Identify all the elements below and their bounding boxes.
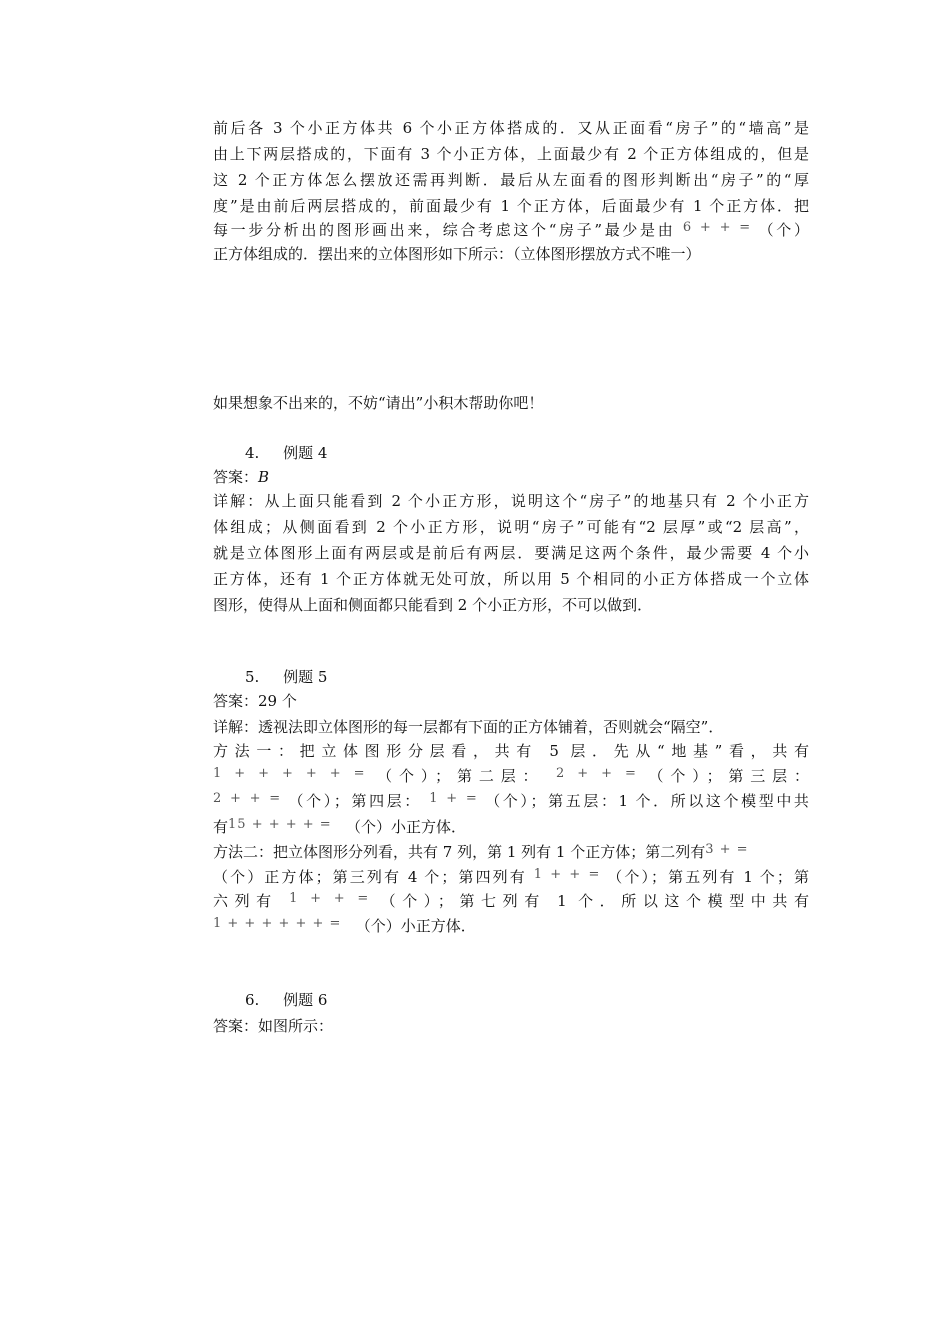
example-5-line-4 — [213, 791, 809, 813]
example-6-answer: 答案：如图所示： — [213, 1017, 334, 1035]
text: （个）小正方体． — [355, 917, 476, 935]
example-title: 例题 6 — [283, 991, 328, 1009]
example-5-line-8 — [213, 891, 809, 913]
equation: 1 + + + + + + = — [213, 916, 342, 931]
text: （个）小正方体． — [346, 818, 467, 836]
text: （个）；第五列有 1 个；第 — [607, 868, 809, 886]
intro-line-1: 前后各 3 个小正方体共 6 个小正方体搭成的．又从正面看“房子”的“墙高”是 — [213, 119, 809, 137]
text: 六列有 — [213, 892, 278, 910]
text: （个）；第五层：1 个．所以这个模型中共 — [485, 792, 809, 810]
text: （个）；第四层： — [288, 792, 422, 810]
answer-value: B — [258, 468, 270, 486]
example-6-heading — [245, 990, 841, 1010]
example-4-line-3: 就是立体图形上面有两层或是前后有两层．要满足这两个条件，最少需要 4 个小 — [213, 544, 809, 562]
text: 方法二：把立体图形分列看，共有 7 列，第 1 列有 1 个正方体；第二列有 — [213, 843, 706, 861]
example-5-line-2: 方法一：把立体图形分层看，共有 5 层．先从“地基”看，共有 — [213, 742, 809, 760]
equation: 3 + = — [705, 842, 749, 857]
example-number: 6. — [245, 991, 260, 1009]
equation: 1 + = — [429, 791, 478, 806]
equation: 2 + + = — [556, 766, 637, 781]
equation: 2 + + = — [213, 791, 282, 806]
example-5-answer: 答案：29 个 — [213, 692, 297, 710]
example-title: 例题 5 — [283, 668, 328, 686]
equation: 1 + + = — [533, 867, 601, 882]
example-5-line-7 — [213, 867, 809, 889]
intro-text: 每一步分析出的图形画出来，综合考虑这个“房子”最少是由 — [213, 221, 676, 239]
example-4-line-5: 图形，使得从上面和侧面都只能看到 2 个小正方形，不可以做到． — [213, 596, 653, 614]
equation: 6 + + = — [682, 220, 752, 235]
example-number: 5. — [245, 668, 260, 686]
example-4-answer — [213, 467, 809, 487]
example-4-heading — [245, 443, 841, 463]
equation: 1 + + = — [289, 891, 370, 906]
intro-line-3: 这 2 个正方体怎么摆放还需再判断．最后从左面看的图形判断出“房子”的“厚 — [213, 171, 809, 189]
intro-hint: 如果想象不出来的，不妨“请出”小积木帮助你吧！ — [213, 394, 544, 412]
example-5-line-9 — [213, 916, 809, 938]
answer-label: 答案： — [213, 468, 259, 486]
example-4-line-1: 详解：从上面只能看到 2 个小正方形，说明这个“房子”的地基只有 2 个小正方 — [213, 492, 809, 510]
example-4-line-2: 体组成；从侧面看到 2 个小正方形，说明“房子”可能有“2 层厚”或“2 层高”， — [213, 518, 809, 536]
intro-line-5 — [213, 220, 809, 242]
text: 有 — [213, 818, 229, 836]
intro-line-6: 正方体组成的．摆出来的立体图形如下所示：（立体图形摆放方式不唯一） — [213, 245, 701, 263]
intro-line-2: 由上下两层搭成的，下面有 3 个小正方体，上面最少有 2 个正方体组成的，但是 — [213, 145, 809, 163]
example-5-line-5 — [213, 817, 809, 839]
unit-text: （个） — [758, 221, 809, 239]
example-5-line-1: 详解：透视法即立体图形的每一层都有下面的正方体铺着，否则就会“隔空”． — [213, 718, 724, 736]
example-5-line-6 — [213, 842, 809, 864]
equation: 15 + + + + = — [228, 817, 332, 832]
text: （个）；第七列有 1 个．所以这个模型中共有 — [380, 892, 809, 910]
example-number: 4. — [245, 444, 260, 462]
equation: 1 + + + + + = — [213, 766, 366, 781]
text: （个）；第三层： — [648, 767, 809, 785]
example-title: 例题 4 — [283, 444, 328, 462]
example-5-heading — [245, 667, 841, 687]
intro-line-4: 度”是由前后两层搭成的，前面最少有 1 个正方体，后面最少有 1 个正方体．把 — [213, 197, 809, 215]
text: （个）；第二层： — [377, 767, 545, 785]
example-4-line-4: 正方体，还有 1 个正方体就无处可放，所以用 5 个相同的小正方体搭成一个立体 — [213, 570, 809, 588]
example-5-line-3 — [213, 766, 809, 788]
text: （个）正方体；第三列有 4 个；第四列有 — [213, 868, 527, 886]
